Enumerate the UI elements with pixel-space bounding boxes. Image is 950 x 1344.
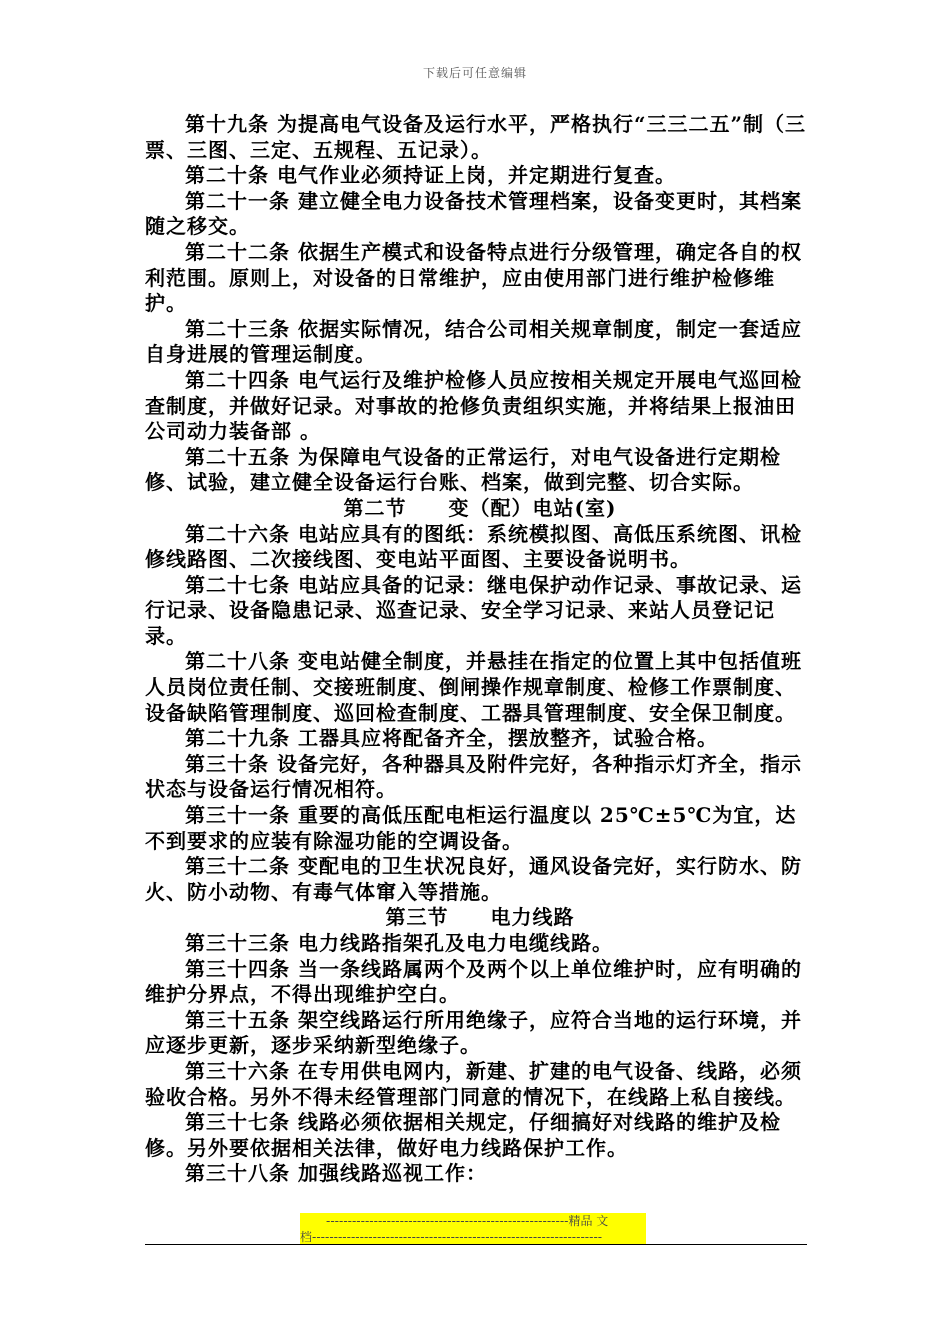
page-header: 下载后可任意编辑 <box>422 66 527 80</box>
article-paragraph: 第三十三条 电力线路指架孔及电力电缆线路。 <box>185 931 613 955</box>
article-paragraph: 第二十六条 电站应具有的图纸：系统模拟图、高低压系统图、讯检修线路图、二次接线图、变电站平面图、主要设备说明书。 <box>145 521 802 572</box>
article-paragraph: 第二十五条 为保障电气设备的正常运行，对电气设备进行定期检修、试验，建立健全设备运行台账、档案，做到完整、切合实际。 <box>145 444 781 495</box>
article-paragraph: 第二十条 电气作业必须持证上岗，并定期进行复查。 <box>185 163 676 188</box>
footer-watermark <box>300 1213 646 1245</box>
document-body <box>145 112 815 1187</box>
article-paragraph: 第二十四条 电气运行及维护检修人员应按相关规定开展电气巡回检查制度，并做好记录。对事故的抢修负责组织实施，并将结果上报油田公司动力装备部 。 <box>145 367 802 444</box>
article-paragraph: 第三十条 设备完好，各种器具及附件完好，各种指示灯齐全，指示状态与设备运行情况相符。 <box>145 751 802 802</box>
article-paragraph: 第三十二条 变配电的卫生状况良好，通风设备完好，实行防水、防火、防小动物、有毒气体窜入等措施。 <box>145 854 802 904</box>
footer-line-2: 档------------------------------------------------------------------- <box>300 1230 603 1244</box>
article-paragraph: 第二十八条 变电站健全制度，并悬挂在指定的位置上其中包括值班人员岗位责任制、交接班制度、倒闸操作规章制度、检修工作票制度、设备缺陷管理制度、巡回检查制度、工器具管理制度、安全保卫制度。 <box>145 649 802 725</box>
article-paragraph: 第三十五条 架空线路运行所用绝缘子，应符合当地的运行环境，并应逐步更新，逐步采纳新型绝缘子。 <box>145 1007 802 1058</box>
article-paragraph: 第三十七条 线路必须依据相关规定，仔细搞好对线路的维护及检修。另外要依据相关法律，做好电力线路保护工作。 <box>145 1110 781 1160</box>
article-paragraph: 第二十二条 依据生产模式和设备特点进行分级管理，确定各自的权利范围。原则上，对设备的日常维护，应由使用部门进行维护检修维护。 <box>145 239 802 316</box>
article-paragraph: 第三十四条 当一条线路属两个及两个以上单位维护时，应有明确的维护分界点，不得出现维护空白。 <box>145 956 802 1007</box>
footer-divider <box>145 1244 807 1245</box>
article-paragraph: 第三十八条 加强线路巡视工作： <box>185 1161 487 1186</box>
footer-line-1: --------------------------------------------------------精品 文 <box>326 1214 609 1228</box>
article-paragraph: 第十九条 为提高电气设备及运行水平，严格执行“三三二五”制（三票、三图、三定、五规程、五记录）。 <box>145 112 806 162</box>
section-heading: 第三节 电力线路 <box>385 905 575 930</box>
article-paragraph: 第二十三条 依据实际情况，结合公司相关规章制度，制定一套适应自身进展的管理运制度。 <box>145 316 802 367</box>
article-paragraph: 第二十七条 电站应具备的记录：继电保护动作记录、事故记录、运行记录、设备隐患记录、巡查记录、安全学习记录、来站人员登记记录。 <box>145 572 802 648</box>
article-paragraph: 第三十六条 在专用供电网内，新建、扩建的电气设备、线路，必须验收合格。另外不得未经管理部门同意的情况下，在线路上私自接线。 <box>145 1058 802 1109</box>
article-paragraph: 第三十一条 重要的高低压配电柜运行温度以 25℃±5℃为宜，达不到要求的应装有除湿功能的空调设备。 <box>145 803 797 853</box>
article-paragraph: 第二十九条 工器具应将配备齐全，摆放整齐，试验合格。 <box>185 726 718 751</box>
article-paragraph: 第二十一条 建立健全电力设备技术管理档案，设备变更时，其档案随之移交。 <box>145 188 802 239</box>
section-heading: 第二节 变（配）电站(室) <box>343 495 617 520</box>
